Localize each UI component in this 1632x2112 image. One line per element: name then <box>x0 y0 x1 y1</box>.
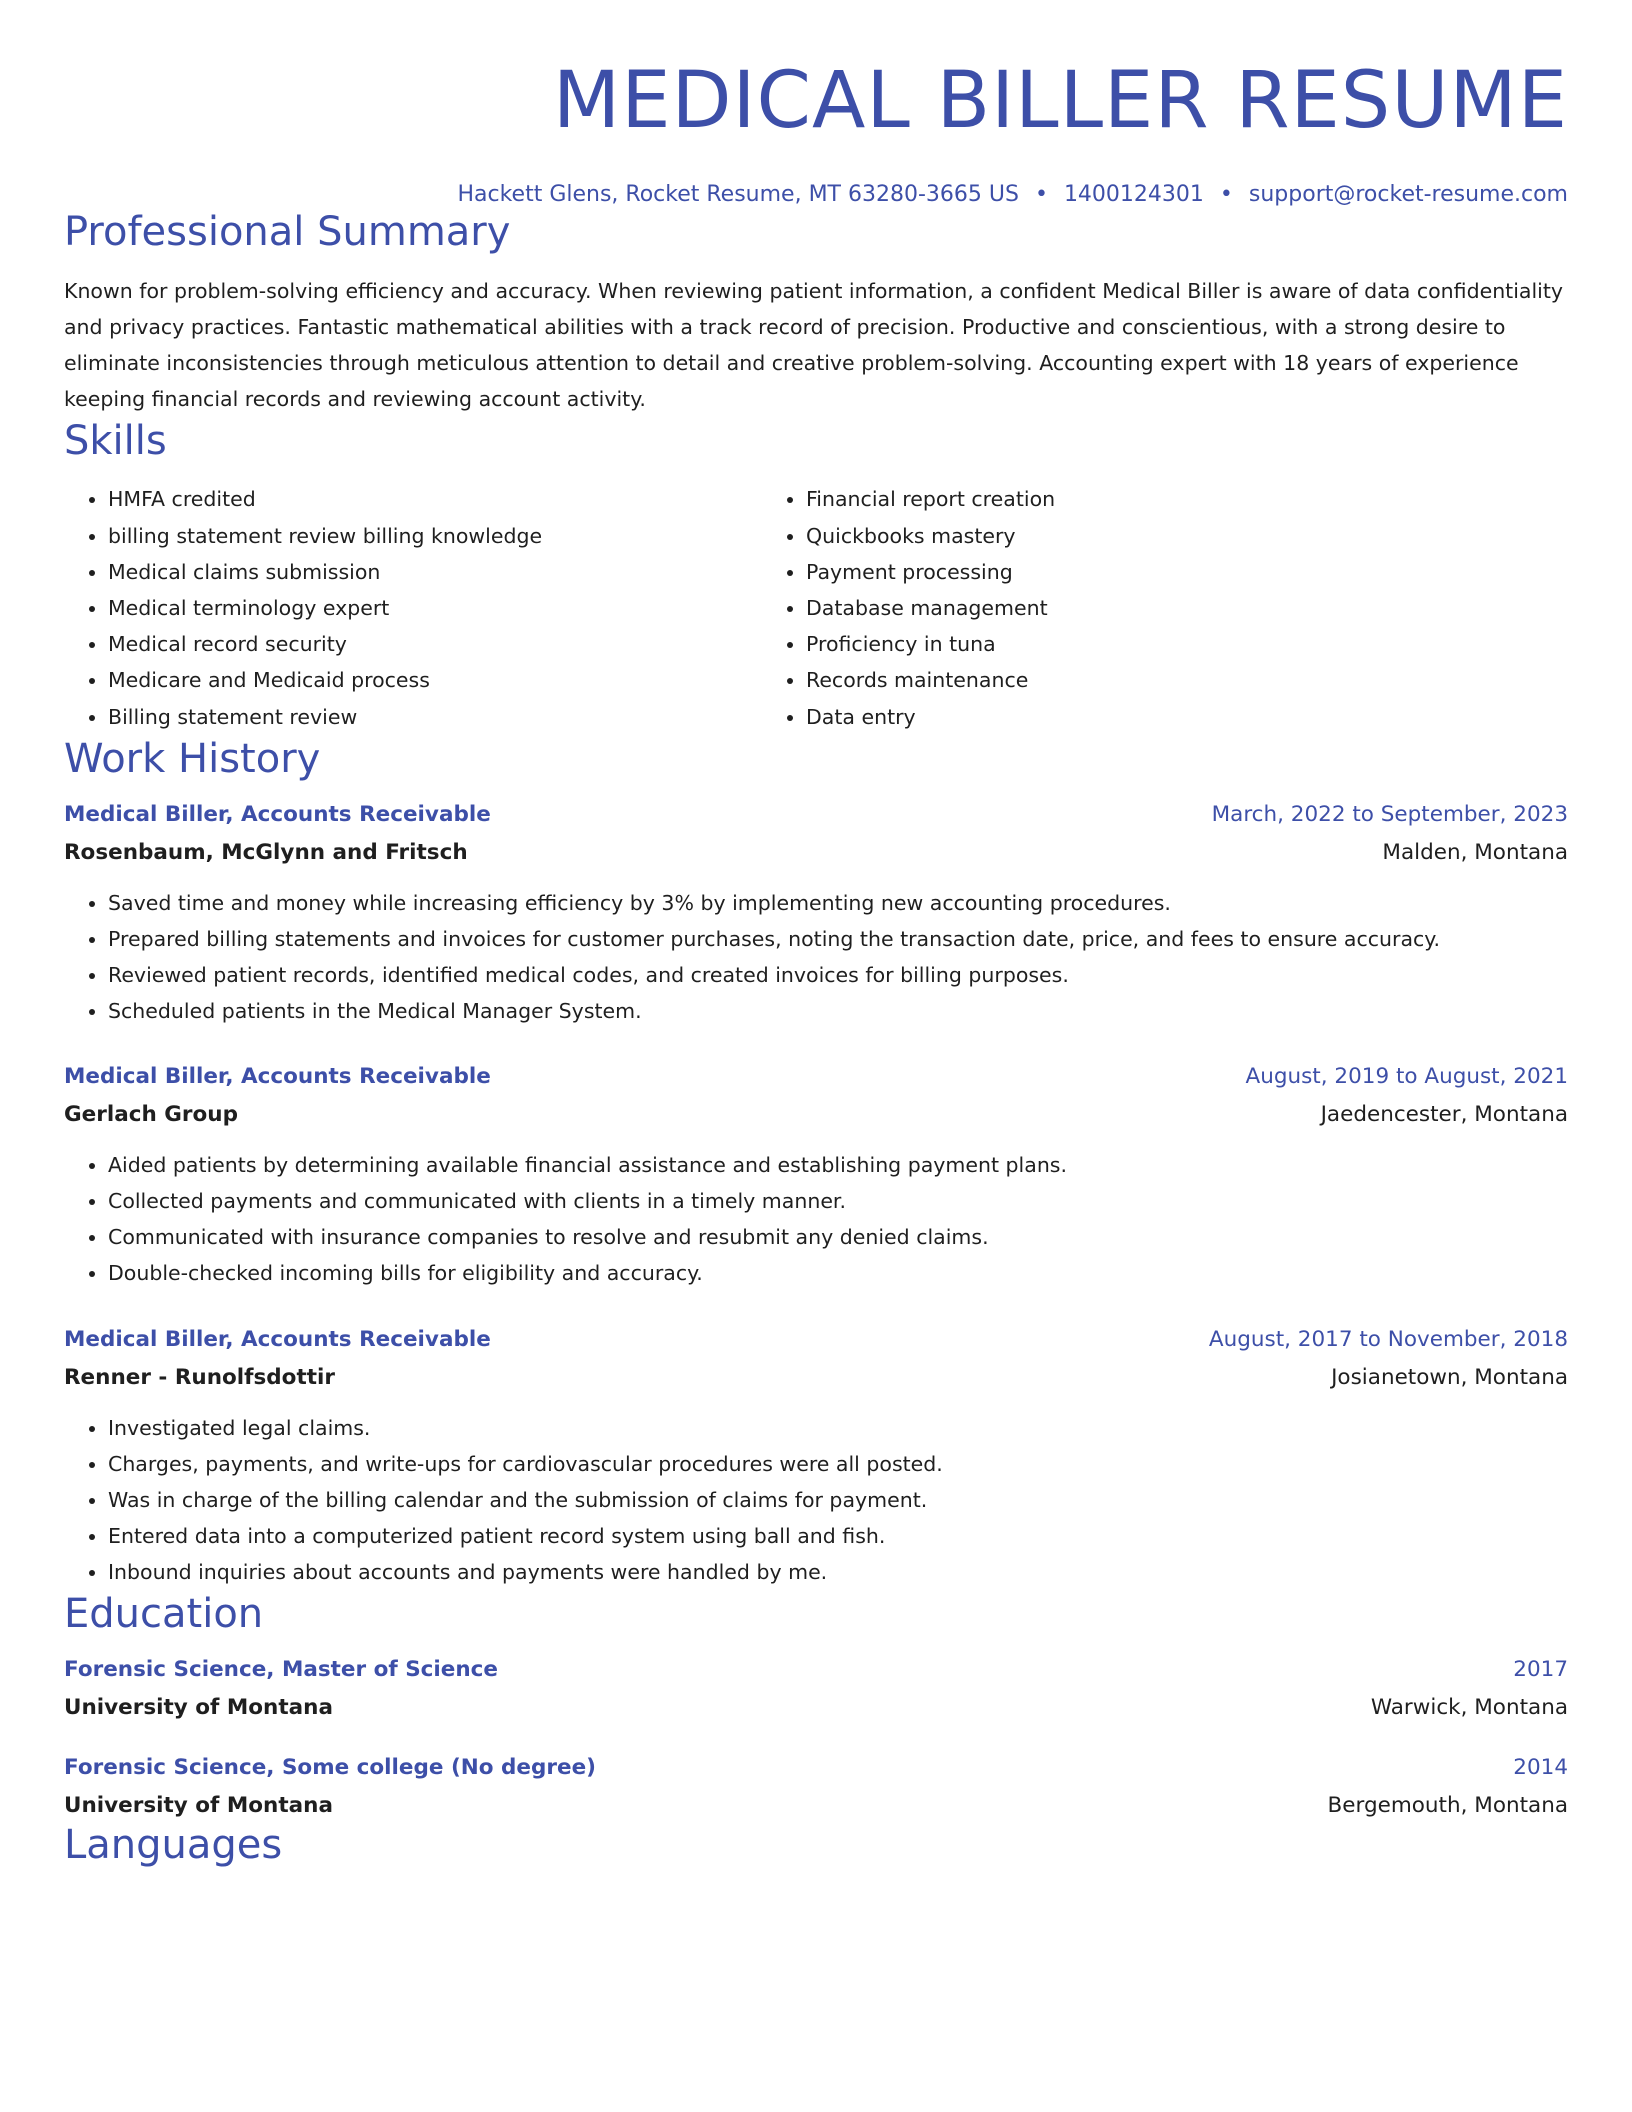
job-duties <box>64 1147 1568 1291</box>
education-degree: Forensic Science, Some college (No degree) <box>64 1754 596 1780</box>
email-link[interactable]: support@rocket-resume.com <box>1248 182 1568 207</box>
job-duty: • Charges, payments, and write-ups for cardiovascular procedures were all posted. <box>108 1446 1568 1482</box>
job-subheader <box>64 838 1568 868</box>
job-entry <box>64 1062 1568 1291</box>
job-dates: March, 2022 to September, 2023 <box>1211 801 1568 827</box>
contact-line <box>64 182 1568 208</box>
skills-list <box>64 481 1568 734</box>
job-role: Medical Biller, Accounts Receivable <box>64 1326 491 1352</box>
resume-title: MEDICAL BILLER RESUME <box>552 56 1568 146</box>
job-duties <box>64 885 1568 1029</box>
skill-item: • Proficiency in tuna <box>806 626 1568 662</box>
education-entry <box>64 1655 1568 1723</box>
education-header <box>64 1655 1568 1685</box>
skill-item: • Data entry <box>806 699 1568 735</box>
contact-separator: • <box>1034 182 1048 207</box>
education-year: 2017 <box>1513 1656 1568 1682</box>
job-role: Medical Biller, Accounts Receivable <box>64 801 491 827</box>
job-company: Gerlach Group <box>64 1101 238 1127</box>
skill-item: • Quickbooks mastery <box>806 518 1568 554</box>
job-location: Jaedencester, Montana <box>1320 1101 1568 1127</box>
summary-text: Known for problem-solving efficiency and accuracy. When reviewing patient information, a confident Medical Biller is aware of data confidentiality and privacy practices. Fantastic mathematical abilities with a track record of precision. Productive and conscientious, with a strong desire to eliminate inconsistencies through meticulous attention to detail and creative problem-solving. Accounting expert with 18 years of experience keeping financial records and reviewing account activity. <box>64 279 1564 412</box>
job-duty: • Inbound inquiries about accounts and payments were handled by me. <box>108 1554 1568 1590</box>
job-duty: • Collected payments and communicated with clients in a timely manner. <box>108 1183 1568 1219</box>
skills-column-right <box>762 481 1568 734</box>
job-duty: • Communicated with insurance companies to resolve and resubmit any denied claims. <box>108 1219 1568 1255</box>
skill-item: • Billing statement review <box>108 699 762 735</box>
job-entry <box>64 1325 1568 1590</box>
job-company: Renner - Runolfsdottir <box>64 1364 335 1390</box>
job-location: Malden, Montana <box>1382 839 1568 865</box>
job-location: Josianetown, Montana <box>1331 1364 1568 1390</box>
education-year: 2014 <box>1513 1754 1568 1780</box>
section-title-work-history: Work History <box>64 735 321 782</box>
contact-separator: • <box>1219 182 1233 207</box>
education-school: University of Montana <box>64 1792 333 1818</box>
skill-item: • Medical claims submission <box>108 554 762 590</box>
skill-item: • Medical terminology expert <box>108 590 762 626</box>
education-header <box>64 1753 1568 1783</box>
job-duty: • Double-checked incoming bills for eligibility and accuracy. <box>108 1255 1568 1291</box>
education-location: Bergemouth, Montana <box>1327 1792 1568 1818</box>
job-duty: • Aided patients by determining available financial assistance and establishing payment plans. <box>108 1147 1568 1183</box>
education-subheader <box>64 1791 1568 1821</box>
section-title-languages: Languages <box>64 1821 283 1868</box>
job-subheader <box>64 1363 1568 1393</box>
skill-item: • Medical record security <box>108 626 762 662</box>
job-duties <box>64 1410 1568 1590</box>
education-subheader <box>64 1693 1568 1723</box>
job-entry <box>64 800 1568 1029</box>
skill-item: • Database management <box>806 590 1568 626</box>
job-duty: • Scheduled patients in the Medical Manager System. <box>108 993 1568 1029</box>
job-duty: • Was in charge of the billing calendar and the submission of claims for payment. <box>108 1482 1568 1518</box>
education-location: Warwick, Montana <box>1370 1694 1568 1720</box>
job-duty: • Reviewed patient records, identified medical codes, and created invoices for billing purposes. <box>108 957 1568 993</box>
job-header <box>64 800 1568 830</box>
job-header <box>64 1325 1568 1355</box>
section-title-summary: Professional Summary <box>64 209 511 256</box>
job-duty: • Investigated legal claims. <box>108 1410 1568 1446</box>
job-duty: • Entered data into a computerized patient record system using ball and fish. <box>108 1518 1568 1554</box>
skill-item: • Records maintenance <box>806 662 1568 698</box>
education-school: University of Montana <box>64 1694 333 1720</box>
phone: 1400124301 <box>1063 182 1204 207</box>
skill-item: • Payment processing <box>806 554 1568 590</box>
education-entry <box>64 1753 1568 1821</box>
job-dates: August, 2017 to November, 2018 <box>1208 1326 1568 1352</box>
skill-item: • Financial report creation <box>806 481 1568 517</box>
section-title-education: Education <box>64 1590 264 1637</box>
section-title-skills: Skills <box>64 418 167 465</box>
skills-column-left <box>64 481 762 734</box>
skill-item: • billing statement review billing knowledge <box>108 518 762 554</box>
job-role: Medical Biller, Accounts Receivable <box>64 1063 491 1089</box>
job-duty: • Prepared billing statements and invoices for customer purchases, noting the transaction date, price, and fees to ensure accuracy. <box>108 921 1568 957</box>
job-duty: • Saved time and money while increasing efficiency by 3% by implementing new accounting procedures. <box>108 885 1568 921</box>
resume-page <box>64 0 1568 1869</box>
job-header <box>64 1062 1568 1092</box>
skill-item: • HMFA credited <box>108 481 762 517</box>
education-degree: Forensic Science, Master of Science <box>64 1656 499 1682</box>
job-dates: August, 2019 to August, 2021 <box>1245 1063 1568 1089</box>
address: Hackett Glens, Rocket Resume, MT 63280-3665 US <box>457 182 1019 207</box>
job-subheader <box>64 1100 1568 1130</box>
job-company: Rosenbaum, McGlynn and Fritsch <box>64 839 468 865</box>
skill-item: • Medicare and Medicaid process <box>108 662 762 698</box>
